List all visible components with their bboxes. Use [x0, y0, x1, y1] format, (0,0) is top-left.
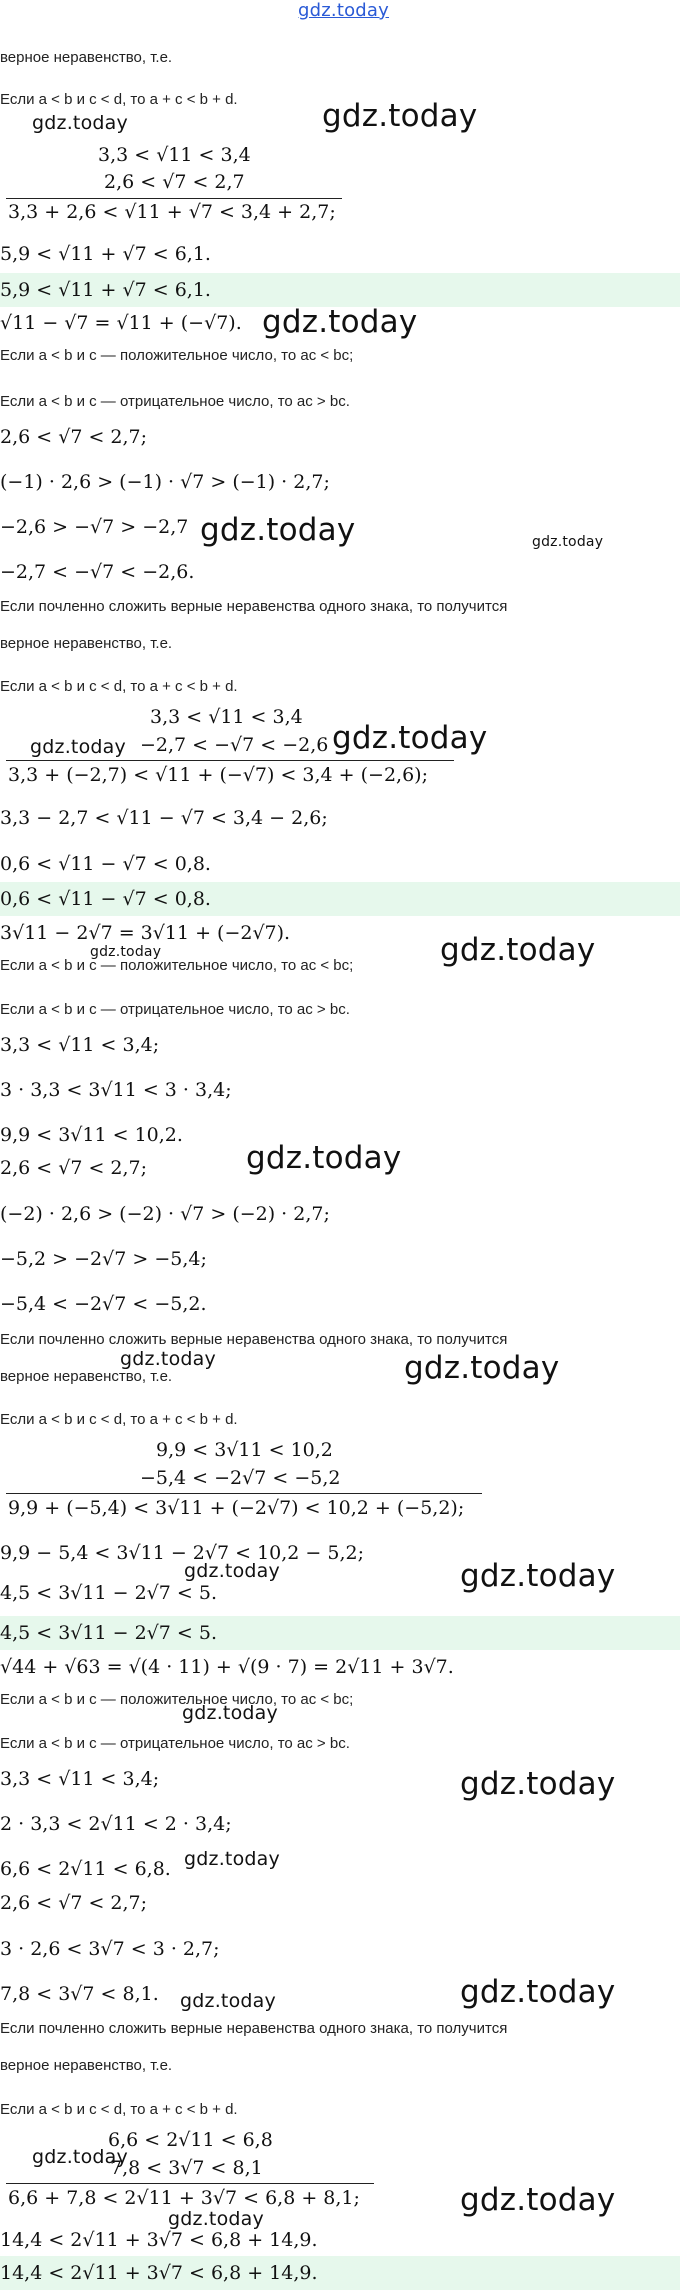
watermark: gdz.today	[180, 1990, 276, 2012]
watermark: gdz.today	[32, 112, 128, 134]
math-line: 3,3 < √11 < 3,4	[98, 144, 251, 166]
math-line: 5,9 < √11 + √7 < 6,1.	[0, 243, 211, 265]
math-line: 7,8 < 3√7 < 8,1.	[0, 1983, 159, 2005]
text-line: верное неравенство, т.е.	[0, 49, 173, 66]
watermark: gdz.today	[184, 1848, 280, 1870]
math-line: 6,6 < 2√11 < 6,8	[108, 2129, 273, 2151]
watermark: gdz.today	[460, 1766, 616, 1802]
rule-line: Если a < b и c < d, то a + c < b + d.	[0, 678, 238, 695]
math-line: 9,9 < 3√11 < 10,2.	[0, 1124, 183, 1146]
rule-line: Если a < b и c — положительное число, то ac < bc;	[0, 957, 354, 974]
answer-line: 5,9 < √11 + √7 < 6,1.	[0, 279, 211, 301]
text-line: Если почленно сложить верные неравенства одного знака, то получится	[0, 1331, 508, 1348]
math-line: −2,7 < −√7 < −2,6	[140, 734, 329, 756]
math-line: 3√11 − 2√7 = 3√11 + (−2√7).	[0, 922, 291, 944]
watermark: gdz.today	[532, 534, 604, 550]
math-line: 3 · 2,6 < 3√7 < 3 · 2,7;	[0, 1938, 220, 1960]
sum-rule	[6, 198, 342, 199]
watermark: gdz.today	[460, 2182, 616, 2218]
watermark: gdz.today	[182, 1702, 278, 1724]
math-line: √44 + √63 = √(4 · 11) + √(9 · 7) = 2√11 + 3√7.	[0, 1656, 454, 1678]
watermark: gdz.today	[32, 2146, 128, 2168]
math-line: 4,5 < 3√11 − 2√7 < 5.	[0, 1582, 217, 1604]
watermark: gdz.today	[90, 944, 162, 960]
text-line: Если почленно сложить верные неравенства одного знака, то получится	[0, 598, 508, 615]
watermark: gdz.today	[262, 304, 418, 340]
math-line: −5,4 < −2√7 < −5,2.	[0, 1293, 207, 1315]
watermark: gdz.today	[404, 1350, 560, 1386]
watermark: gdz.today	[30, 736, 126, 758]
math-line: 6,6 < 2√11 < 6,8.	[0, 1858, 171, 1880]
math-line: −2,7 < −√7 < −2,6.	[0, 561, 195, 583]
watermark: gdz.today	[322, 98, 478, 134]
math-line: √11 − √7 = √11 + (−√7).	[0, 312, 242, 334]
math-line: 3,3 < √11 < 3,4;	[0, 1768, 160, 1790]
math-line: 2,6 < √7 < 2,7;	[0, 1892, 148, 1914]
math-line: 2,6 < √7 < 2,7;	[0, 1157, 148, 1179]
watermark: gdz.today	[168, 2208, 264, 2230]
watermark: gdz.today	[246, 1140, 402, 1176]
math-line: −2,6 > −√7 > −2,7	[0, 516, 189, 538]
rule-line: Если a < b и c — отрицательное число, то ac > bc.	[0, 1735, 350, 1752]
sum-rule	[6, 2183, 374, 2184]
rule-line: Если a < b и c < d, то a + c < b + d.	[0, 1411, 238, 1428]
text-line: Если почленно сложить верные неравенства одного знака, то получится	[0, 2020, 508, 2037]
math-line: 9,9 < 3√11 < 10,2	[156, 1439, 333, 1461]
watermark: gdz.today	[184, 1560, 280, 1582]
math-line: −5,2 > −2√7 > −5,4;	[0, 1248, 207, 1270]
math-line: 9,9 + (−5,4) < 3√11 + (−2√7) < 10,2 + (−5,2);	[8, 1497, 465, 1519]
rule-line: Если a < b и c — отрицательное число, то ac > bc.	[0, 393, 350, 410]
rule-line: Если a < b и c — положительное число, то ac < bc;	[0, 1691, 354, 1708]
answer-line: 0,6 < √11 − √7 < 0,8.	[0, 888, 211, 910]
math-line: 9,9 − 5,4 < 3√11 − 2√7 < 10,2 − 5,2;	[0, 1542, 365, 1564]
math-line: −5,4 < −2√7 < −5,2	[140, 1467, 341, 1489]
rule-line: Если a < b и c < d, то a + c < b + d.	[0, 91, 238, 108]
watermark: gdz.today	[440, 932, 596, 968]
math-line: 3,3 < √11 < 3,4	[150, 706, 303, 728]
sum-rule	[6, 760, 454, 761]
math-line: 3,3 < √11 < 3,4;	[0, 1034, 160, 1056]
math-line: 3,3 + 2,6 < √11 + √7 < 3,4 + 2,7;	[8, 201, 336, 223]
text-line: верное неравенство, т.е.	[0, 2057, 173, 2074]
watermark: gdz.today	[332, 720, 488, 756]
rule-line: Если a < b и c — отрицательное число, то ac > bc.	[0, 1001, 350, 1018]
math-line: 2,6 < √7 < 2,7;	[0, 426, 148, 448]
answer-line: 14,4 < 2√11 + 3√7 < 6,8 + 14,9.	[0, 2262, 318, 2284]
math-line: 14,4 < 2√11 + 3√7 < 6,8 + 14,9.	[0, 2229, 318, 2251]
math-line: 0,6 < √11 − √7 < 0,8.	[0, 853, 211, 875]
math-line: 3,3 − 2,7 < √11 − √7 < 3,4 − 2,6;	[0, 807, 328, 829]
math-line: 2 · 3,3 < 2√11 < 2 · 3,4;	[0, 1813, 232, 1835]
text-line: верное неравенство, т.е.	[0, 635, 173, 652]
math-line: 3,3 + (−2,7) < √11 + (−√7) < 3,4 + (−2,6);	[8, 764, 428, 786]
watermark: gdz.today	[120, 1348, 216, 1370]
watermark: gdz.today	[460, 1558, 616, 1594]
answer-line: 4,5 < 3√11 − 2√7 < 5.	[0, 1622, 217, 1644]
watermark: gdz.today	[460, 1974, 616, 2010]
watermark: gdz.today	[200, 512, 356, 548]
math-line: 6,6 + 7,8 < 2√11 + 3√7 < 6,8 + 8,1;	[8, 2187, 360, 2209]
math-line: (−2) · 2,6 > (−2) · √7 > (−2) · 2,7;	[0, 1203, 330, 1225]
math-line: 2,6 < √7 < 2,7	[104, 171, 245, 193]
top-link[interactable]: gdz.today	[298, 0, 390, 21]
rule-line: Если a < b и c — положительное число, то ac < bc;	[0, 347, 354, 364]
math-line: 7,8 < 3√7 < 8,1	[110, 2157, 263, 2179]
sum-rule	[6, 1493, 482, 1494]
math-line: 3 · 3,3 < 3√11 < 3 · 3,4;	[0, 1079, 232, 1101]
text-line: верное неравенство, т.е.	[0, 1368, 173, 1385]
rule-line: Если a < b и c < d, то a + c < b + d.	[0, 2101, 238, 2118]
math-line: (−1) · 2,6 > (−1) · √7 > (−1) · 2,7;	[0, 471, 330, 493]
